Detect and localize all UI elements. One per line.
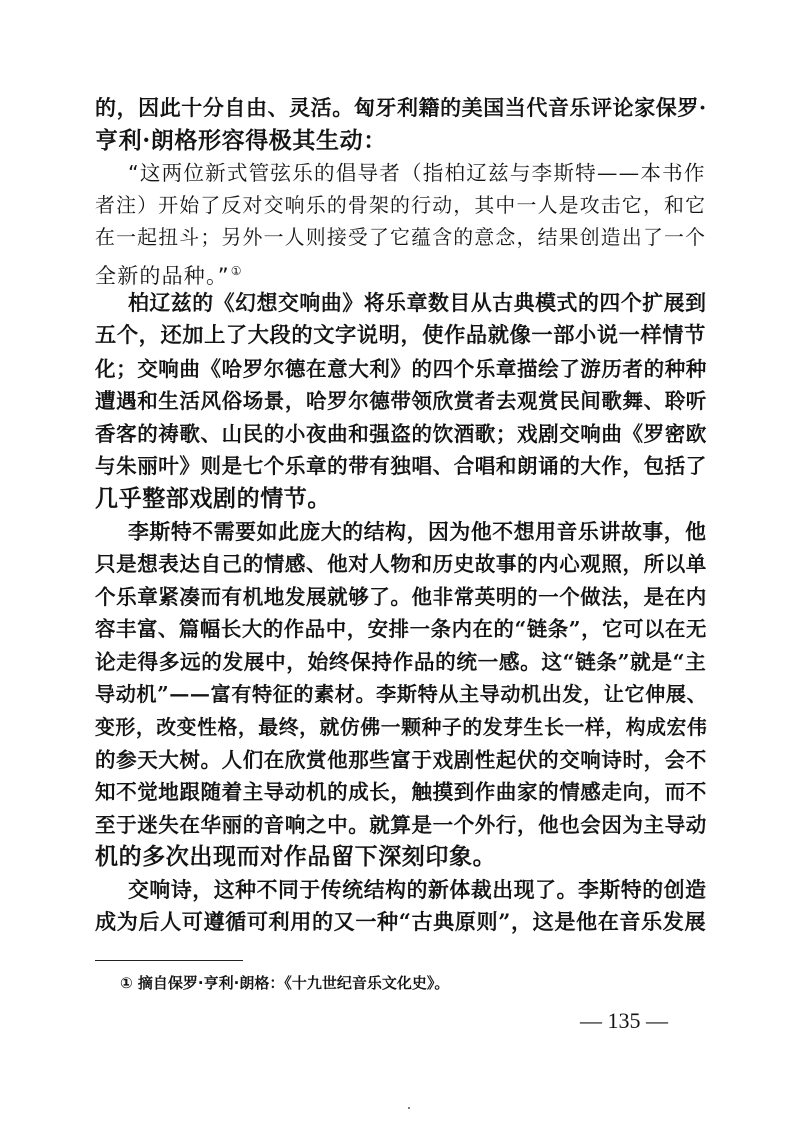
line-text: 变形，改变性格，最终，就仿佛一颗种子的发芽生长一样，构成宏伟 <box>95 715 708 739</box>
text-line <box>95 451 707 481</box>
line-text: 在一起扭斗；另外一人则接受了它蕴含的意念，结果创造出了一个 <box>95 226 707 249</box>
footnote-rule <box>95 960 243 961</box>
line-text: 五个，还加上了大段的文字说明，使作品就像一部小说一样情节 <box>95 323 706 348</box>
line-text: 遭遇和生活风俗场景，哈罗尔德带领欣赏者去观赏民间歌舞、聆听 <box>95 389 707 413</box>
line-text: 的参天大树。人们在欣赏他那些富于戏剧性起伏的交响诗时，会不 <box>95 748 707 772</box>
text-line <box>128 875 707 905</box>
footnote-marker: ① <box>230 264 243 278</box>
line-text: 成为后人可遵循可利用的又一种“古典原则”，这是他在音乐发展 <box>95 909 707 934</box>
text-line <box>95 907 706 937</box>
text-line <box>95 419 707 449</box>
line-text: 亨利·朗格形容得极其生动： <box>95 127 387 154</box>
page-number: — 135 — <box>580 1008 668 1033</box>
text-line <box>95 549 707 579</box>
text-line <box>95 777 707 807</box>
line-text: 的，因此十分自由、灵活。匈牙利籍的美国当代音乐评论家保罗· <box>95 95 707 120</box>
line-text: 李斯特不需要如此庞大的结构，因为他不想用音乐讲故事，他 <box>128 519 707 544</box>
line-text: 知不觉地跟随着主导动机的成长，触摸到作曲家的情感走向，而不 <box>95 780 707 804</box>
text-line <box>95 614 707 644</box>
line-text: 柏辽兹的《幻想交响曲》将乐章数目从古典模式的四个扩展到 <box>128 290 707 315</box>
scan-speck <box>408 1107 410 1109</box>
line-text: 者注）开始了反对交响乐的骨架的行动，其中一人是攻击它，和它 <box>95 194 707 217</box>
quote-line <box>95 191 706 221</box>
text-line <box>95 93 707 123</box>
text-line <box>95 386 707 416</box>
text-line <box>95 679 707 709</box>
line-text: 与朱丽叶》则是七个乐章的带有独唱、合唱和朗诵的大作，包括了 <box>95 454 707 478</box>
text-line <box>95 126 387 156</box>
line-text: 香客的祷歌、山民的小夜曲和强盗的饮酒歌；戏剧交响曲《罗密欧 <box>95 422 707 446</box>
line-text: 导动机”——富有特征的素材。李斯特从主导动机出发，让它伸展、 <box>95 682 708 706</box>
text-line <box>95 354 707 384</box>
text-line <box>128 288 707 318</box>
footnote: ① 摘自保罗·亨利·朗格：《十九世纪音乐文化史》。 <box>120 974 450 992</box>
line-text: 几乎整部戏剧的情节。 <box>95 485 331 512</box>
text-line <box>95 842 496 872</box>
text-line <box>95 647 706 677</box>
quote-line <box>128 158 706 188</box>
text-line <box>95 321 706 351</box>
line-text: 只是想表达自己的情感、他对人物和历史故事的内心观照，所以单 <box>95 552 707 576</box>
line-text: 至于迷失在华丽的音响之中。就算是一个外行，他也会因为主导动 <box>95 813 707 837</box>
line-text: 个乐章紧凑而有机地发展就够了。他非常英明的一个做法，是在内 <box>95 585 707 609</box>
quote-line <box>95 256 243 291</box>
line-text: 论走得多远的发展中，始终保持作品的统一感。这“链条”就是“主 <box>95 650 707 674</box>
line-text: 化；交响曲《哈罗尔德在意大利》的四个乐章描绘了游历者的种种 <box>95 357 707 381</box>
text-line <box>95 810 707 840</box>
quote-line <box>95 223 706 253</box>
line-text: 机的多次出现而对作品留下深刻印象。 <box>95 843 497 870</box>
text-line <box>95 745 707 775</box>
line-text: 全新的品种。” <box>95 264 230 288</box>
text-line <box>95 582 707 612</box>
text-line <box>128 517 707 547</box>
line-text: 交响诗，这种不同于传统结构的新体裁出现了。李斯特的创造 <box>128 877 707 902</box>
line-text: 容丰富、篇幅长大的作品中，安排一条内在的“链条”，它可以在无 <box>95 617 707 641</box>
text-line <box>95 484 331 514</box>
line-text: “这两位新式管弦乐的倡导者（指柏辽兹与李斯特——本书作 <box>128 161 706 185</box>
text-line <box>95 712 707 742</box>
